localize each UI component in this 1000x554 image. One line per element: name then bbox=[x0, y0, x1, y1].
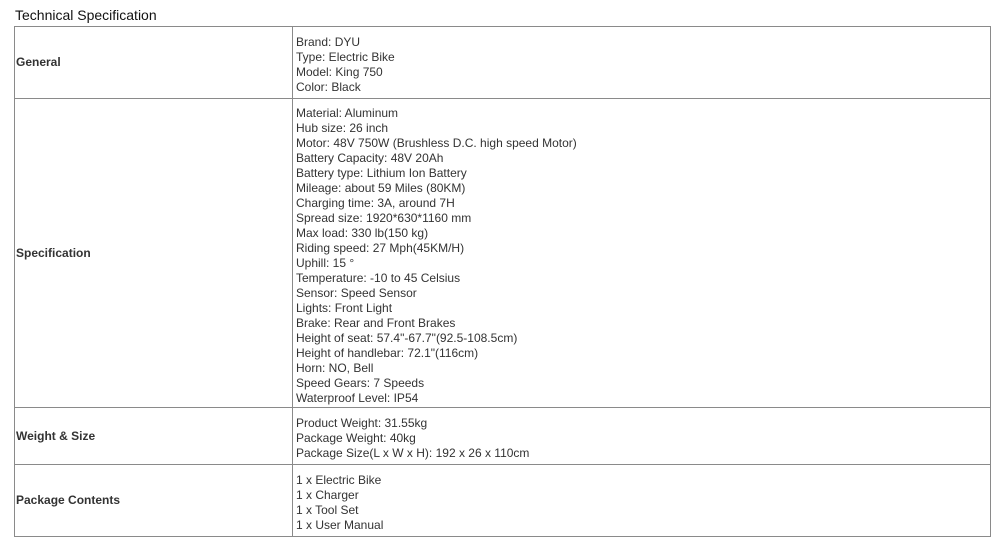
row-values bbox=[293, 99, 991, 408]
row-values bbox=[293, 465, 991, 537]
spec-value: Speed Gears: 7 Speeds bbox=[296, 375, 425, 390]
spec-value: Lights: Front Light bbox=[296, 300, 393, 315]
row-label: Weight & Size bbox=[15, 408, 293, 465]
spec-value: Brand: DYU bbox=[296, 35, 361, 49]
spec-value: Model: King 750 bbox=[296, 65, 383, 79]
table-row-weight-size bbox=[15, 408, 991, 465]
spec-value: Uphill: 15 ° bbox=[296, 255, 355, 270]
spec-value: Type: Electric Bike bbox=[296, 50, 395, 64]
spec-value: Product Weight: 31.55kg bbox=[296, 416, 428, 430]
spec-table bbox=[14, 26, 991, 537]
spec-value: Package Size(L x W x H): 192 x 26 x 110cm bbox=[296, 446, 530, 460]
spec-value: Charging time: 3A, around 7H bbox=[296, 195, 455, 210]
spec-value: Mileage: about 59 Miles (80KM) bbox=[296, 180, 466, 195]
spec-value: Max load: 330 lb(150 kg) bbox=[296, 225, 429, 240]
table-row-specification bbox=[15, 99, 991, 408]
row-values bbox=[293, 27, 991, 99]
spec-value: 1 x Charger bbox=[296, 488, 359, 502]
page-title: Technical Specification bbox=[15, 7, 157, 23]
spec-value: Brake: Rear and Front Brakes bbox=[296, 315, 456, 330]
spec-value: Height of seat: 57.4"-67.7"(92.5-108.5cm) bbox=[296, 330, 518, 345]
spec-value: Color: Black bbox=[296, 80, 361, 94]
spec-value: Waterproof Level: IP54 bbox=[296, 390, 419, 405]
spec-value: Horn: NO, Bell bbox=[296, 360, 374, 375]
row-label: Package Contents bbox=[15, 465, 293, 537]
spec-value: Material: Aluminum bbox=[296, 105, 399, 120]
spec-value: Height of handlebar: 72.1"(116cm) bbox=[296, 345, 479, 360]
spec-value: Temperature: -10 to 45 Celsius bbox=[296, 270, 461, 285]
spec-value: Motor: 48V 750W (Brushless D.C. high speed Motor) bbox=[296, 135, 577, 150]
row-values bbox=[293, 408, 991, 465]
spec-value: Spread size: 1920*630*1160 mm bbox=[296, 210, 472, 225]
spec-value: Hub size: 26 inch bbox=[296, 120, 389, 135]
spec-value: Sensor: Speed Sensor bbox=[296, 285, 417, 300]
spec-value: 1 x Tool Set bbox=[296, 503, 359, 517]
spec-value: Riding speed: 27 Mph(45KM/H) bbox=[296, 240, 465, 255]
spec-value: 1 x User Manual bbox=[296, 518, 384, 532]
spec-value: Package Weight: 40kg bbox=[296, 431, 416, 445]
row-label: General bbox=[15, 27, 293, 99]
table-row-package-contents bbox=[15, 465, 991, 537]
table-row-general bbox=[15, 27, 991, 99]
spec-value: 1 x Electric Bike bbox=[296, 473, 382, 487]
spec-value: Battery type: Lithium Ion Battery bbox=[296, 165, 467, 180]
row-label: Specification bbox=[15, 99, 293, 408]
spec-value: Battery Capacity: 48V 20Ah bbox=[296, 150, 444, 165]
